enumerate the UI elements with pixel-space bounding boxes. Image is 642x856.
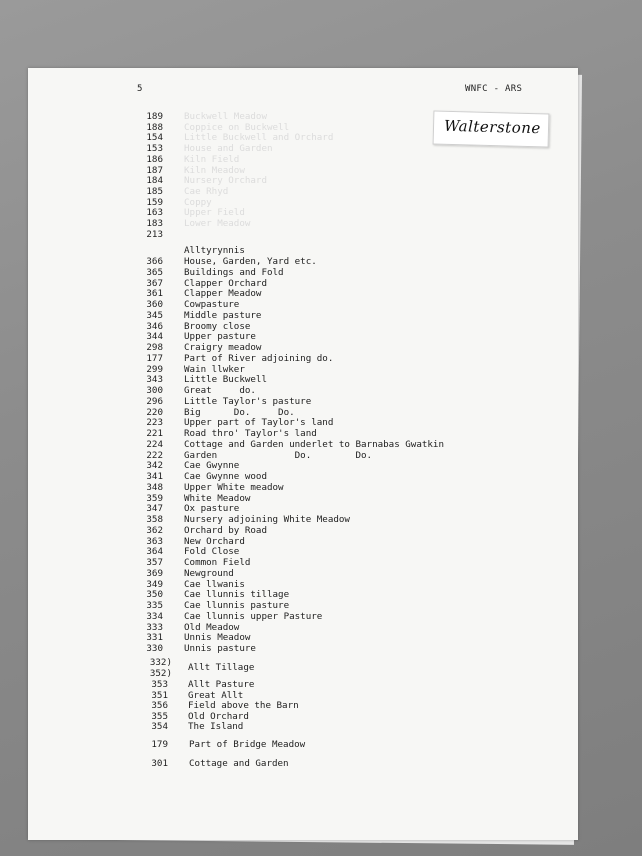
entry-number: 220 (146, 406, 163, 418)
entry-number: 187 (146, 164, 163, 176)
entry-name: Cae llunnis tillage (184, 589, 290, 601)
entry-name: Unnis Meadow (184, 632, 251, 644)
entry-name: Unnis pasture (184, 643, 256, 654)
entry-number: 364 (146, 546, 163, 558)
entry-name: Great do. (184, 385, 256, 396)
entry-number: 333 (146, 621, 163, 633)
entry-number: 352) (149, 668, 172, 679)
entry-name: Great Allt (188, 689, 244, 701)
entry-number: 350 (146, 589, 163, 601)
entry-name: House, Garden, Yard etc. (184, 256, 317, 267)
entry-number: 351 (151, 689, 168, 701)
entry-name: Ox pasture (184, 503, 240, 515)
entry-number: 298 (146, 342, 163, 353)
entry-number: 347 (146, 503, 163, 515)
entry-name: Cae Gwynne wood (184, 471, 267, 482)
entry-number: 362 (146, 524, 163, 536)
entry-number: 365 (146, 266, 163, 278)
entry-number: 359 (146, 492, 163, 504)
entry-number: 299 (146, 363, 163, 375)
entry-number: 159 (146, 196, 163, 208)
entry-number: 186 (146, 153, 163, 165)
entry-name: Coppice on Buckwell (184, 121, 290, 133)
entry-number: 179 (151, 739, 168, 750)
entry-name: Buildings and Fold (184, 266, 284, 278)
entry-number: 346 (146, 320, 163, 332)
entry-name: Clapper Meadow (184, 288, 262, 300)
entry-number: 185 (146, 185, 163, 197)
entry-number: 331 (146, 632, 163, 644)
entry-number: 345 (146, 309, 163, 321)
handwritten-label (433, 110, 550, 147)
entry-name: Coppy (184, 196, 212, 208)
document-page (28, 68, 578, 840)
entry-name: The Island (188, 721, 244, 733)
entry-name: Common Field (184, 557, 251, 568)
entry-number: 366 (146, 256, 163, 267)
entry-number: 213 (146, 228, 163, 240)
entry-number: 222 (146, 449, 163, 461)
entry-number: 363 (146, 535, 163, 547)
document-reference: WNFC - ARS (465, 84, 523, 94)
entry-name: Nursery adjoining White Meadow (184, 514, 350, 525)
entry-name: Upper White meadow (184, 481, 284, 493)
entry-name: Part of Bridge Meadow (189, 739, 306, 750)
entry-number: 358 (146, 514, 163, 525)
entry-name: Little Taylor's pasture (184, 395, 312, 407)
entry-name: Cae Rhyd (184, 185, 229, 197)
entry-number: 184 (146, 175, 163, 187)
entry-name: Cae llunnis upper Pasture (184, 610, 323, 622)
entry-number: 334 (146, 610, 163, 622)
entry-name: Lower Meadow (184, 218, 251, 229)
entry-name: Upper Field (184, 207, 245, 219)
entry-number: 332) (149, 657, 172, 668)
entry-name: Cae Gwynne (184, 460, 240, 472)
entry-number: 335 (146, 600, 163, 611)
entry-number: 341 (146, 471, 163, 482)
entry-name: Orchard by Road (184, 524, 267, 536)
entry-name: New Orchard (184, 535, 245, 547)
entry-name: Old Orchard (188, 710, 249, 722)
entry-name: Big Do. Do. (184, 406, 295, 418)
entry-number: 330 (146, 643, 163, 654)
entry-name: Allt Tillage (188, 662, 255, 673)
entry-number: 356 (151, 700, 168, 712)
entry-number: 188 (146, 121, 163, 133)
entry-name: Cowpasture (184, 299, 240, 310)
entry-number: 163 (146, 207, 163, 219)
entry-name: Wain llwker (184, 363, 245, 375)
entry-number: 223 (146, 417, 163, 429)
page-number: 5 (137, 84, 143, 94)
entry-number: 360 (146, 299, 163, 310)
entry-number: 349 (146, 578, 163, 590)
entry-number: 301 (151, 758, 168, 769)
entry-name: Buckwell Meadow (184, 111, 267, 122)
entry-name: Nursery Orchard (184, 175, 267, 187)
entry-name: Cottage and Garden (189, 758, 289, 769)
entry-name: Kiln Field (184, 153, 240, 165)
entry-name: Cae llunnis pasture (184, 600, 290, 611)
entry-number: 296 (146, 395, 163, 407)
entry-number: 361 (146, 288, 163, 300)
entry-number: 357 (146, 557, 163, 568)
entry-name: Newground (184, 567, 234, 579)
entry-number: 344 (146, 331, 163, 343)
entry-name: Middle pasture (184, 309, 262, 321)
entry-name: Cottage and Garden underlet to Barnabas Gwatkin (184, 438, 444, 450)
entry-name: Craigry meadow (184, 342, 262, 353)
entry-number: 343 (146, 374, 163, 386)
entry-name: Field above the Barn (188, 700, 299, 712)
entry-name: Old Meadow (184, 621, 240, 633)
entry-number: 153 (146, 143, 163, 155)
entry-name: House and Garden (184, 143, 273, 155)
entry-name: Cae llwanis (184, 578, 245, 590)
entry-name: Garden Do. Do. (184, 449, 373, 461)
entry-name: Part of River adjoining do. (184, 352, 334, 364)
entry-name: Upper pasture (184, 331, 256, 343)
label-text: Walterstone (443, 116, 542, 138)
entry-name: Upper part of Taylor's land (184, 417, 334, 429)
entry-name: Clapper Orchard (184, 277, 267, 289)
entry-number: 177 (146, 352, 163, 364)
entry-number: 354 (151, 721, 168, 733)
entry-number: 221 (146, 428, 163, 439)
entry-name: Little Buckwell and Orchard (184, 132, 334, 144)
entry-name: Kiln Meadow (184, 164, 245, 176)
entry-name: Road thro' Taylor's land (184, 428, 317, 439)
entry-number: 224 (146, 438, 163, 450)
entry-name: White Meadow (184, 492, 251, 504)
entry-number: 369 (146, 567, 163, 579)
entry-number: 342 (146, 460, 163, 472)
entry-number: 367 (146, 277, 163, 289)
entry-number: 154 (146, 132, 163, 144)
entry-number: 300 (146, 385, 163, 396)
entry-name: Fold Close (184, 546, 240, 558)
entry-number: 355 (151, 710, 168, 722)
entry-name: Broomy close (184, 320, 251, 332)
entry-name: Little Buckwell (184, 374, 267, 386)
entry-number: 183 (146, 218, 163, 229)
entry-name: Allt Pasture (188, 679, 255, 690)
entry-number: 189 (146, 111, 163, 122)
entry-number: 348 (146, 481, 163, 493)
entry-number: 353 (151, 679, 168, 690)
section-title: Alltyrynnis (184, 245, 245, 256)
